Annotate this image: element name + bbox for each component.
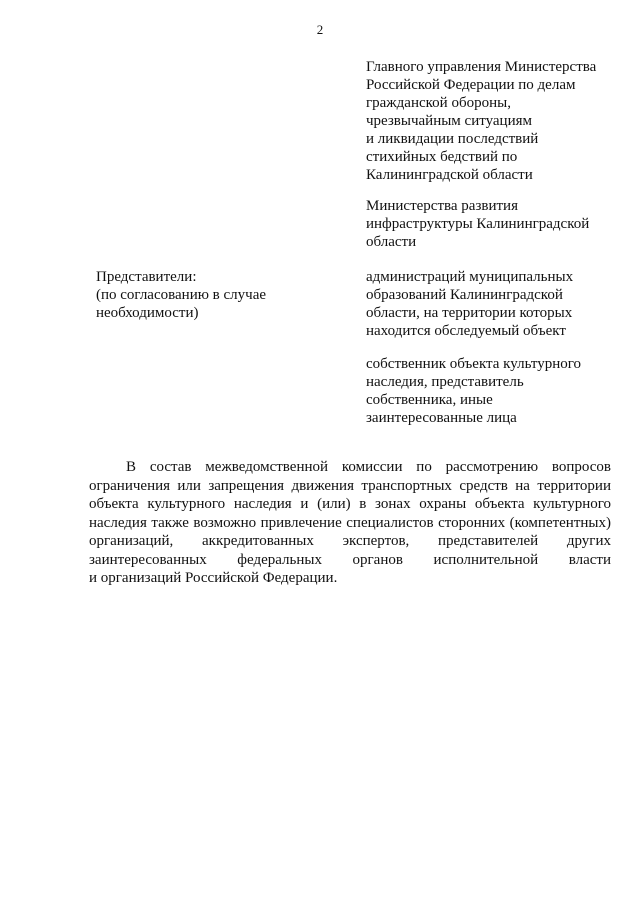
text-line: В состав межведомственной комиссии по рассмотрению вопросов [126,459,611,475]
text-line: заинтересованные лица [366,410,517,426]
text-line: области [366,234,417,250]
text-line: и организаций Российской Федерации. [89,570,338,586]
text-line: администраций муниципальных [366,269,574,285]
text-line: образований Калининградской [366,287,563,303]
text-line: собственник объекта культурного [366,356,582,372]
member-municipal-administrations [366,268,616,340]
representatives-label [96,268,296,322]
member-ministry-infrastructure [366,197,616,251]
text-line: Российской Федерации по делам [366,77,576,93]
text-line: области, на территории которых [366,305,573,321]
text-line: находится обследуемый объект [366,323,566,339]
text-line: заинтересованных федеральных органов исполнительной власти [89,551,611,568]
text-line: стихийных бедствий по [366,149,518,165]
text-line: Главного управления Министерства [366,59,597,75]
page-number: 2 [316,22,324,37]
text-line: Представители: [96,269,197,285]
text-line: объекта культурного наследия и (или) в зонах охраны объекта культурного [89,496,611,512]
body-paragraph [89,458,611,588]
text-line: наследия также возможно привлечение специалистов сторонних (компетентных) [89,514,611,531]
text-line: необходимости) [96,305,199,321]
text-line: Калининградской области [366,167,533,183]
text-line: гражданской обороны, [366,95,511,111]
text-line: Министерства развития [366,198,518,214]
text-line: организаций, аккредитованных экспертов, представителей других [89,533,611,549]
text-line: чрезвычайным ситуациям [366,113,532,129]
text-line: инфраструктуры Калининградской [366,216,590,232]
text-line: наследия, представитель [366,374,524,390]
text-line: (по согласованию в случае [96,287,267,303]
text-line: собственника, иные [366,392,493,408]
text-line: и ликвидации последствий [366,131,539,147]
member-heritage-owner [366,355,616,427]
text-line: ограничения или запрещения движения транспортных средств на территории [89,477,611,494]
member-gu-mchs [366,58,616,184]
